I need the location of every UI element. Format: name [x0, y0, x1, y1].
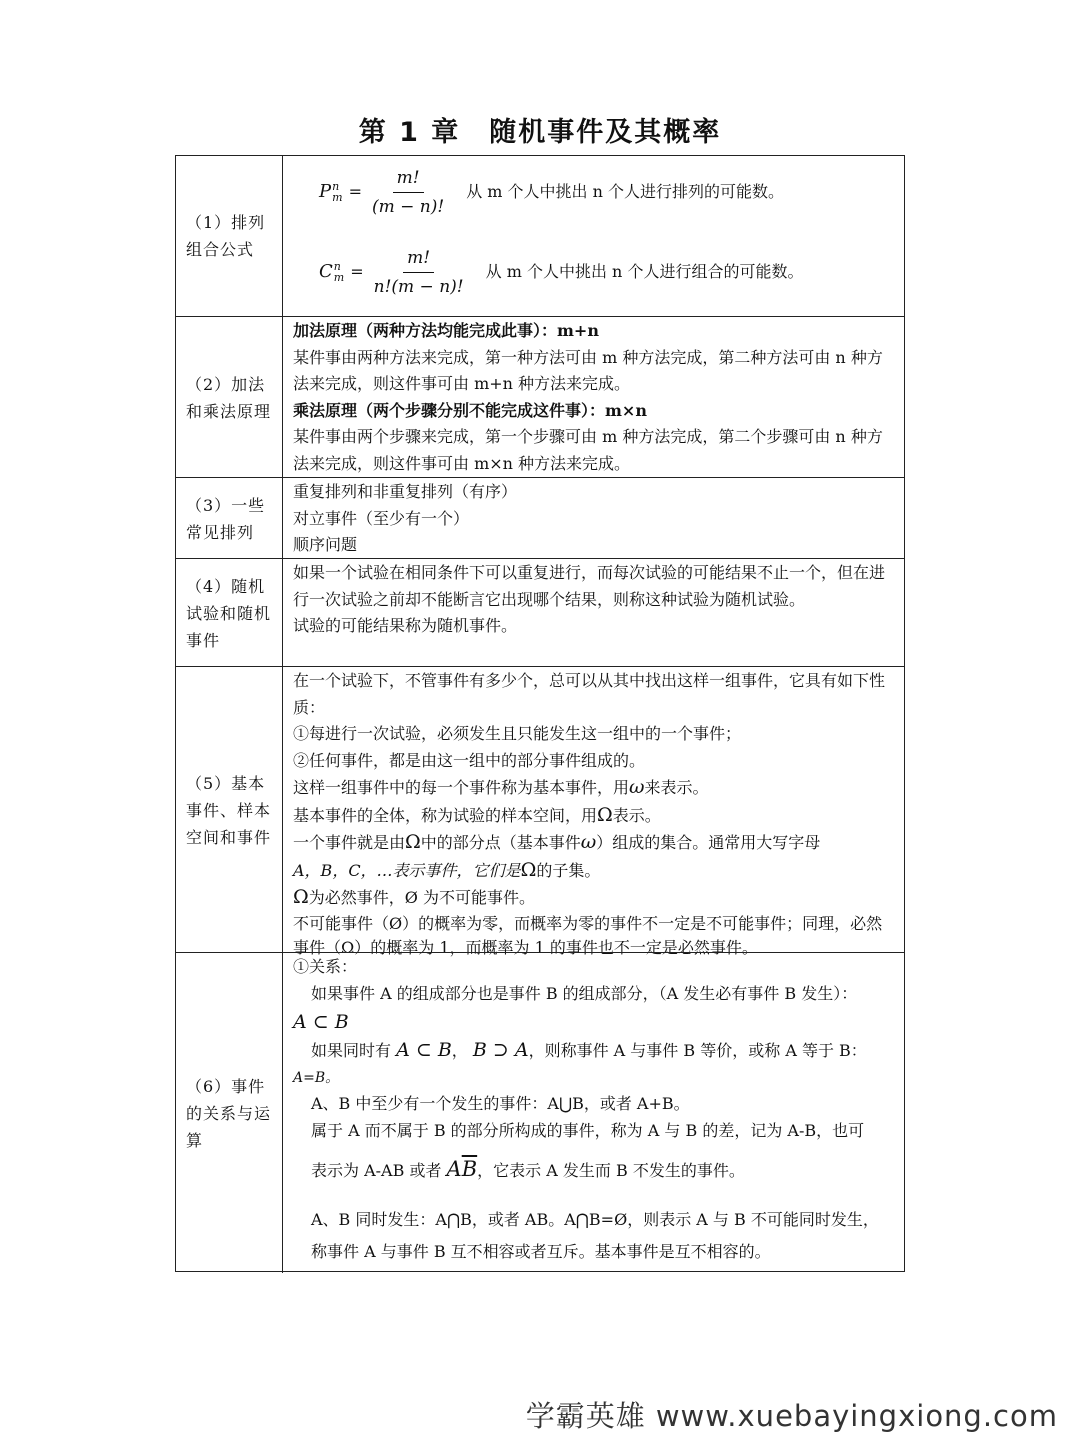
paragraph: 不可能事件（Ø）的概率为零，而概率为零的事件不一定是不可能事件；同理，必然事件（Ω）的概率为 1，而概率为 1 的事件也不一定是必然事件。: [293, 913, 883, 957]
paragraph: 这样一组事件中的每一个事件称为基本事件，用ω来表示。: [293, 776, 709, 798]
row-label: （6）事件的关系与运算: [176, 953, 283, 1273]
paragraph: 在一个试验下，不管事件有多少个，总可以从其中找出这样一组事件，它具有如下性质：: [293, 671, 886, 717]
row-content: [284, 478, 904, 559]
paragraph: 表示为 A-AB 或者 $A\overline{B}$，它表示 A 发生而 B 不发生的事件。: [311, 1157, 745, 1181]
math-expression: A ⊂ B: [293, 1011, 349, 1033]
row-content: [284, 667, 904, 957]
table-row-addition-multiplication: [176, 316, 904, 478]
definition-text: 如果一个试验在相同条件下可以重复进行，而每次试验的可能结果不止一个，但在进行一次试验之前却不能断言它出现哪个结果，则称这种试验为随机试验。: [293, 563, 886, 609]
watermark: [526, 1394, 1058, 1435]
multiplication-heading: 乘法原理（两个步骤分别不能完成这件事）：m×n: [293, 400, 647, 420]
paragraph: ②任何事件，都是由这一组中的部分事件组成的。: [293, 750, 646, 770]
row-content: [284, 317, 904, 478]
paragraph: 如果事件 A 的组成部分也是事件 B 的组成部分，（A 发生必有事件 B 发生）：: [311, 983, 858, 1003]
row-label: （5）基本事件、样本空间和事件: [176, 667, 283, 953]
paragraph: 称事件 A 与事件 B 互不相容或者互斥。基本事件是互不相容的。: [311, 1242, 771, 1261]
paragraph: ①关系：: [293, 957, 358, 976]
row-label: （4）随机试验和随机事件: [176, 559, 283, 667]
addition-text: 某件事由两种方法来完成，第一种方法可由 m 种方法完成，第二种方法可由 n 种方法来完成，则这件事可由 m+n 种方法来完成。: [293, 347, 883, 393]
watermark-cn: 学霸英雄: [525, 1399, 646, 1433]
paragraph: A=B。: [293, 1069, 340, 1086]
list-item: 重复排列和非重复排列（有序）: [293, 482, 518, 501]
table-row-common-permutations: [176, 477, 904, 559]
paragraph: 一个事件就是由Ω中的部分点（基本事件ω）组成的集合。通常用大写字母: [293, 831, 821, 853]
table-row-event-relations: [176, 952, 904, 1273]
permutation-formula: P n m = $\frac{m!}{(m - n)!}$ 从 m 个人中挑出 n 个人进行排列的可能数。: [319, 168, 785, 217]
combination-formula: C n m = $\frac{m!}{n!(m - n)!}$ 从 m 个人中挑出 n 个人进行组合的可能数。: [319, 248, 804, 297]
permutation-note: 从 m 个人中挑出 n 个人进行排列的可能数。: [466, 182, 785, 202]
row-label: （2）加法和乘法原理: [176, 317, 283, 478]
definition-text: 试验的可能结果称为随机事件。: [293, 616, 518, 635]
list-item: 对立事件（至少有一个）: [293, 508, 470, 528]
paragraph: ①每进行一次试验，必须发生且只能发生这一组中的一个事件；: [293, 724, 742, 743]
table-row-random-experiment: [176, 558, 904, 667]
list-item: 顺序问题: [293, 535, 358, 554]
multiplication-text: 某件事由两个步骤来完成，第一个步骤可由 m 种方法完成，第二个步骤可由 n 种方法来完成，则这件事可由 m×n 种方法来完成。: [293, 427, 883, 473]
formula-table: [175, 155, 905, 1272]
watermark-url: www.xuebayingxiong.com: [655, 1399, 1058, 1433]
paragraph: Ω为必然事件，Ø 为不可能事件。: [293, 886, 535, 908]
row-content: [284, 953, 904, 1273]
paragraph: 属于 A 而不属于 B 的部分所构成的事件，称为 A 与 B 的差，记为 A-B，也可: [311, 1120, 865, 1140]
addition-heading: 加法原理（两种方法均能完成此事）：m+n: [293, 321, 599, 340]
row-label: （3）一些常见排列: [176, 478, 283, 559]
table-row-sample-space: [176, 666, 904, 957]
paragraph: A，B，C，…表示事件，它们是Ω的子集。: [293, 858, 601, 881]
row-label: （1）排列组合公式: [176, 156, 283, 316]
paragraph: A、B 中至少有一个发生的事件：A⋃B，或者 A+B。: [311, 1094, 690, 1113]
row-content: [284, 559, 904, 667]
row-content: [284, 156, 904, 316]
paragraph: A、B 同时发生：A⋂B，或者 AB。A⋂B=Ø，则表示 A 与 B 不可能同时发生，: [311, 1209, 879, 1229]
paragraph: 如果同时有 A ⊂ B， B ⊃ A，则称事件 A 与事件 B 等价，或称 A 等于 B：: [311, 1039, 867, 1061]
table-row-permutation: [176, 156, 904, 316]
paragraph: 基本事件的全体，称为试验的样本空间，用Ω表示。: [293, 803, 661, 826]
combination-note: 从 m 个人中挑出 n 个人进行组合的可能数。: [485, 262, 804, 282]
page-title: 第 1 章 随机事件及其概率: [358, 117, 722, 148]
